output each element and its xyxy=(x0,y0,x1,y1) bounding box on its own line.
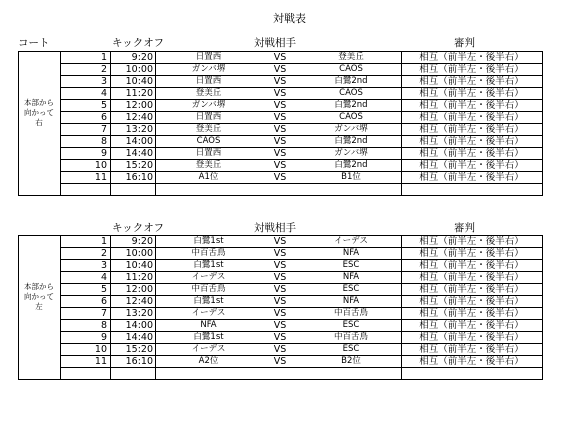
kickoff-time: 9:20 xyxy=(131,236,153,247)
kickoff-time: 13:20 xyxy=(125,124,153,135)
vs-label: VS xyxy=(273,160,287,171)
vs-label: VS xyxy=(273,136,287,147)
match-number: 2 xyxy=(100,248,107,259)
match-number: 1 xyxy=(100,236,107,247)
court-label-line: 本部から xyxy=(24,98,54,107)
away-team: 中百舌鳥 xyxy=(333,308,368,318)
column-header-referee: 審判 xyxy=(454,37,475,49)
home-team: 中百舌鳥 xyxy=(191,284,226,294)
match-number: 10 xyxy=(94,160,107,171)
match-number: 3 xyxy=(100,260,107,271)
home-team: イーデス xyxy=(191,344,226,354)
kickoff-time: 16:10 xyxy=(125,356,153,367)
match-number: 6 xyxy=(100,296,107,307)
away-team: B1位 xyxy=(341,172,361,182)
home-team: 白鷺1st xyxy=(193,236,224,246)
home-team: イーデス xyxy=(191,272,226,282)
match-number: 7 xyxy=(100,124,107,135)
referee-assignment: 相互（前半左・後半右） xyxy=(419,248,524,259)
vs-label: VS xyxy=(273,284,287,295)
home-team: 白鷺1st xyxy=(193,332,224,342)
grid-line-vertical xyxy=(155,51,156,196)
match-number: 7 xyxy=(100,308,107,319)
grid-line-horizontal xyxy=(18,379,543,380)
home-team: 登美丘 xyxy=(195,124,222,134)
away-team: ESC xyxy=(342,320,360,330)
kickoff-time: 10:40 xyxy=(125,260,153,271)
away-team: ESC xyxy=(342,284,360,294)
kickoff-time: 10:00 xyxy=(125,64,153,75)
away-team: NFA xyxy=(342,248,360,258)
referee-assignment: 相互（前半左・後半右） xyxy=(419,356,524,367)
match-number: 10 xyxy=(94,344,107,355)
column-header-referee: 審判 xyxy=(454,222,475,234)
referee-assignment: 相互（前半左・後半右） xyxy=(419,332,524,343)
referee-assignment: 相互（前半左・後半右） xyxy=(419,272,524,283)
home-team: 日置西 xyxy=(195,148,222,158)
grid-line-vertical xyxy=(542,51,543,196)
vs-label: VS xyxy=(273,172,287,183)
away-team: ESC xyxy=(342,260,360,270)
away-team: 白鷺2nd xyxy=(334,76,368,86)
referee-assignment: 相互（前半左・後半右） xyxy=(419,344,524,355)
grid-line-vertical xyxy=(110,235,111,380)
match-number: 3 xyxy=(100,76,107,87)
away-team: CAOS xyxy=(339,88,363,98)
away-team: B2位 xyxy=(341,356,361,366)
kickoff-time: 11:20 xyxy=(125,272,153,283)
vs-label: VS xyxy=(273,332,287,343)
referee-assignment: 相互（前半左・後半右） xyxy=(419,112,524,123)
vs-label: VS xyxy=(273,112,287,123)
referee-assignment: 相互（前半左・後半右） xyxy=(419,76,524,87)
vs-label: VS xyxy=(273,124,287,135)
home-team: 白鷺1st xyxy=(193,260,224,270)
home-team: 登美丘 xyxy=(195,160,222,170)
referee-assignment: 相互（前半左・後半右） xyxy=(419,236,524,247)
vs-label: VS xyxy=(273,308,287,319)
kickoff-time: 14:00 xyxy=(125,320,153,331)
vs-label: VS xyxy=(273,272,287,283)
grid-line-vertical xyxy=(542,235,543,380)
vs-label: VS xyxy=(273,344,287,355)
kickoff-time: 10:00 xyxy=(125,248,153,259)
vs-label: VS xyxy=(273,76,287,87)
match-number: 4 xyxy=(100,88,107,99)
kickoff-time: 16:10 xyxy=(125,172,153,183)
away-team: 中百舌鳥 xyxy=(333,332,368,342)
referee-assignment: 相互（前半左・後半右） xyxy=(419,52,524,63)
home-team: 日置西 xyxy=(195,52,222,62)
court-label-line: 左 xyxy=(35,302,43,311)
column-header-opponent: 対戦相手 xyxy=(254,37,296,49)
away-team: ガンバ堺 xyxy=(334,124,368,134)
kickoff-time: 14:40 xyxy=(125,332,153,343)
grid-line-vertical xyxy=(401,51,402,196)
kickoff-time: 14:00 xyxy=(125,136,153,147)
kickoff-time: 10:40 xyxy=(125,76,153,87)
grid-line-horizontal xyxy=(60,183,543,184)
away-team: 白鷺2nd xyxy=(334,100,368,110)
referee-assignment: 相互（前半左・後半右） xyxy=(419,148,524,159)
vs-label: VS xyxy=(273,236,287,247)
court-label-line: 右 xyxy=(35,118,43,127)
home-team: 登美丘 xyxy=(195,88,222,98)
grid-line-horizontal xyxy=(18,195,543,196)
away-team: CAOS xyxy=(339,112,363,122)
kickoff-time: 15:20 xyxy=(125,160,153,171)
home-team: 日置西 xyxy=(195,76,222,86)
vs-label: VS xyxy=(273,248,287,259)
match-number: 11 xyxy=(94,356,107,367)
match-number: 6 xyxy=(100,112,107,123)
away-team: ESC xyxy=(342,344,360,354)
court-label-line: 本部から xyxy=(24,282,54,291)
referee-assignment: 相互（前半左・後半右） xyxy=(419,296,524,307)
kickoff-time: 11:20 xyxy=(125,88,153,99)
vs-label: VS xyxy=(273,100,287,111)
home-team: 日置西 xyxy=(195,112,222,122)
grid-line-vertical xyxy=(401,235,402,380)
court-label xyxy=(18,282,60,312)
match-number: 9 xyxy=(100,332,107,343)
home-team: A2位 xyxy=(198,356,219,366)
match-number: 2 xyxy=(100,64,107,75)
match-number: 5 xyxy=(100,100,107,111)
referee-assignment: 相互（前半左・後半右） xyxy=(419,260,524,271)
referee-assignment: 相互（前半左・後半右） xyxy=(419,100,524,111)
grid-line-vertical xyxy=(155,235,156,380)
court-label-line: 向かって xyxy=(24,108,54,117)
court-label-line: 向かって xyxy=(24,292,54,301)
referee-assignment: 相互（前半左・後半右） xyxy=(419,308,524,319)
vs-label: VS xyxy=(273,296,287,307)
column-header-kickoff: キックオフ xyxy=(112,37,164,49)
home-team: CAOS xyxy=(196,136,221,146)
column-header-kickoff: キックオフ xyxy=(112,222,164,234)
referee-assignment: 相互（前半左・後半右） xyxy=(419,64,524,75)
vs-label: VS xyxy=(273,88,287,99)
kickoff-time: 12:00 xyxy=(125,284,153,295)
kickoff-time: 12:40 xyxy=(125,296,153,307)
grid-line-vertical xyxy=(110,51,111,196)
match-number: 1 xyxy=(100,52,107,63)
column-header-court: コート xyxy=(18,37,50,49)
home-team: A1位 xyxy=(198,172,219,182)
kickoff-time: 15:20 xyxy=(125,344,153,355)
vs-label: VS xyxy=(273,260,287,271)
away-team: イーデス xyxy=(334,236,368,246)
away-team: NFA xyxy=(342,272,360,282)
kickoff-time: 9:20 xyxy=(131,52,153,63)
vs-label: VS xyxy=(273,64,287,75)
home-team: 中百舌鳥 xyxy=(191,248,226,258)
kickoff-time: 13:20 xyxy=(125,308,153,319)
home-team: ガンバ堺 xyxy=(191,100,226,110)
referee-assignment: 相互（前半左・後半右） xyxy=(419,320,524,331)
vs-label: VS xyxy=(273,148,287,159)
grid-line-vertical xyxy=(60,51,61,196)
vs-label: VS xyxy=(273,320,287,331)
away-team: 白鷺2nd xyxy=(334,160,368,170)
home-team: NFA xyxy=(200,320,217,330)
grid-line-vertical xyxy=(60,235,61,380)
home-team: イーデス xyxy=(191,308,226,318)
away-team: 登美丘 xyxy=(338,52,364,62)
home-team: 白鷺1st xyxy=(193,296,224,306)
vs-label: VS xyxy=(273,356,287,367)
referee-assignment: 相互（前半左・後半右） xyxy=(419,88,524,99)
match-number: 8 xyxy=(100,320,107,331)
page-title: 対戦表 xyxy=(273,12,306,25)
referee-assignment: 相互（前半左・後半右） xyxy=(419,284,524,295)
match-number: 5 xyxy=(100,284,107,295)
column-header-opponent: 対戦相手 xyxy=(254,222,296,234)
referee-assignment: 相互（前半左・後半右） xyxy=(419,172,524,183)
kickoff-time: 12:40 xyxy=(125,112,153,123)
match-number: 9 xyxy=(100,148,107,159)
match-number: 8 xyxy=(100,136,107,147)
referee-assignment: 相互（前半左・後半右） xyxy=(419,124,524,135)
match-number: 4 xyxy=(100,272,107,283)
referee-assignment: 相互（前半左・後半右） xyxy=(419,160,524,171)
kickoff-time: 14:40 xyxy=(125,148,153,159)
referee-assignment: 相互（前半左・後半右） xyxy=(419,136,524,147)
home-team: ガンバ堺 xyxy=(191,64,226,74)
kickoff-time: 12:00 xyxy=(125,100,153,111)
away-team: NFA xyxy=(342,296,360,306)
away-team: 白鷺2nd xyxy=(334,136,368,146)
away-team: ガンバ堺 xyxy=(334,148,368,158)
vs-label: VS xyxy=(273,52,287,63)
match-number: 11 xyxy=(94,172,107,183)
away-team: CAOS xyxy=(339,64,363,74)
court-label xyxy=(18,98,60,128)
grid-line-horizontal xyxy=(60,367,543,368)
